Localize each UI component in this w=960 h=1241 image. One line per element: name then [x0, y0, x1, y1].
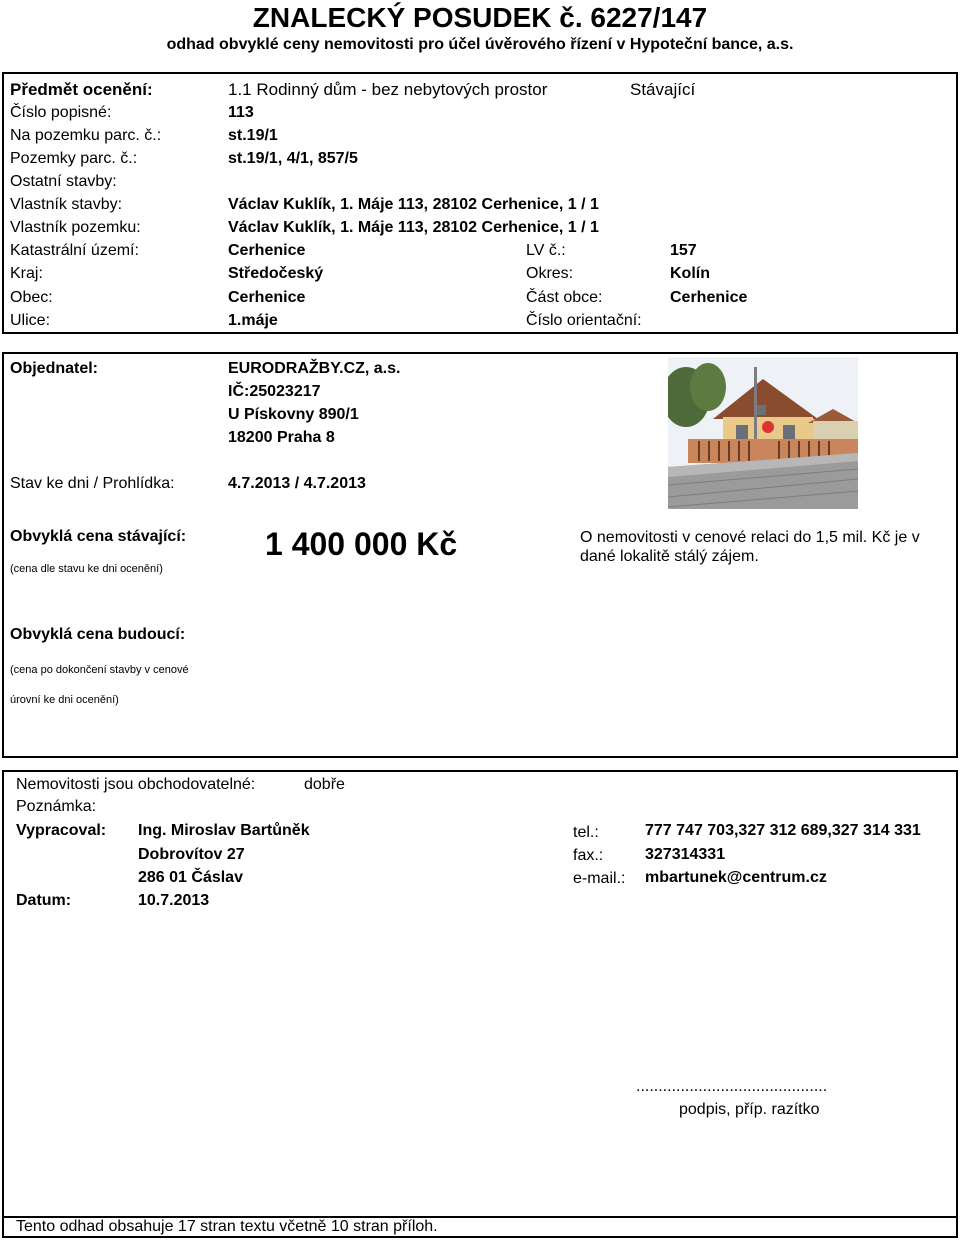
inspection-date-value: 4.7.2013 / 4.7.2013 [228, 475, 366, 492]
region-label: Kraj: [10, 265, 43, 282]
author-name: Ing. Miroslav Bartůněk [138, 822, 310, 839]
tel-label: tel.: [573, 824, 599, 841]
lv-value: 157 [670, 242, 697, 259]
current-price-label: Obvyklá cena stávající: [10, 528, 187, 545]
tel-value: 777 747 703,327 312 689,327 314 331 [645, 822, 921, 839]
district-value: Kolín [670, 265, 710, 282]
price-comment-line2: dané lokalitě stálý zájem. [580, 548, 759, 565]
pages-note: Tento odhad obsahuje 17 stran textu včetně 10 stran příloh. [16, 1218, 438, 1235]
subject-value: 1.1 Rodinný dům - bez nebytových prostor [228, 80, 548, 99]
prepared-by-label: Vypracoval: [16, 822, 107, 839]
fax-value: 327314331 [645, 846, 726, 863]
municipality-label: Obec: [10, 289, 53, 306]
owner-building-value: Václav Kuklík, 1. Máje 113, 28102 Cerhenice, 1 / 1 [228, 196, 599, 213]
subject-label: Předmět ocenění: [10, 80, 153, 99]
client-city: 18200 Praha 8 [228, 429, 335, 446]
client-name: EURODRAŽBY.CZ, a.s. [228, 360, 401, 377]
cadastral-value: Cerhenice [228, 242, 306, 259]
parcel-value: st.19/1 [228, 127, 278, 144]
owner-building-label: Vlastník stavby: [10, 196, 123, 213]
cp-value: 113 [228, 104, 254, 121]
price-comment-line1: O nemovitosti v cenové relaci do 1,5 mil. Kč je v [580, 529, 920, 546]
future-price-note-line2: úrovní ke dni ocenění) [10, 694, 119, 706]
inspection-date-label: Stav ke dni / Prohlídka: [10, 475, 175, 492]
future-price-label: Obvyklá cena budoucí: [10, 626, 186, 643]
current-price-value: 1 400 000 Kč [265, 526, 458, 562]
cadastral-label: Katastrální území: [10, 242, 139, 259]
marketable-label: Nemovitosti jsou obchodovatelné: [16, 776, 256, 793]
document-subtitle: odhad obvyklé ceny nemovitosti pro účel úvěrového řízení v Hypoteční bance, a.s. [166, 36, 794, 53]
signature-label: podpis, příp. razítko [679, 1101, 820, 1118]
fax-label: fax.: [573, 847, 604, 864]
orientation-number-label: Číslo orientační: [526, 312, 642, 329]
lv-label: LV č.: [526, 242, 566, 259]
lands-value: st.19/1, 4/1, 857/5 [228, 150, 358, 167]
author-city: 286 01 Čáslav [138, 869, 243, 886]
subject-status: Stávající [630, 80, 696, 99]
email-label: e-mail.: [573, 870, 626, 887]
footer-section [2, 770, 958, 1238]
owner-land-value: Václav Kuklík, 1. Máje 113, 28102 Cerhenice, 1 / 1 [228, 219, 599, 236]
street-label: Ulice: [10, 312, 51, 329]
marketable-value: dobře [304, 776, 345, 793]
cp-label: Číslo popisné: [10, 104, 112, 121]
street-value: 1.máje [228, 312, 278, 329]
signature-dots: ........................................... [636, 1078, 828, 1095]
date-label: Datum: [16, 892, 72, 909]
document-title: ZNALECKÝ POSUDEK č. 6227/147 [252, 2, 708, 33]
current-price-note: (cena dle stavu ke dni ocenění) [10, 563, 163, 575]
date-value: 10.7.2013 [138, 892, 210, 909]
parcel-label: Na pozemku parc. č.: [10, 127, 162, 144]
author-street: Dobrovítov 27 [138, 846, 245, 863]
property-photo [668, 357, 858, 509]
email-value: mbartunek@centrum.cz [645, 869, 827, 886]
client-label: Objednatel: [10, 360, 99, 377]
future-price-note-line1: (cena po dokončení stavby v cenové [10, 664, 189, 676]
district-label: Okres: [526, 265, 574, 282]
region-value: Středočeský [228, 265, 324, 282]
other-buildings-label: Ostatní stavby: [10, 173, 117, 190]
owner-land-label: Vlastník pozemku: [10, 219, 141, 236]
note-label: Poznámka: [16, 798, 97, 815]
part-value: Cerhenice [670, 289, 748, 306]
client-ic: IČ:25023217 [228, 383, 321, 400]
part-label: Část obce: [526, 289, 603, 306]
lands-label: Pozemky parc. č.: [10, 150, 138, 167]
municipality-value: Cerhenice [228, 289, 306, 306]
client-street: U Pískovny 890/1 [228, 406, 359, 423]
